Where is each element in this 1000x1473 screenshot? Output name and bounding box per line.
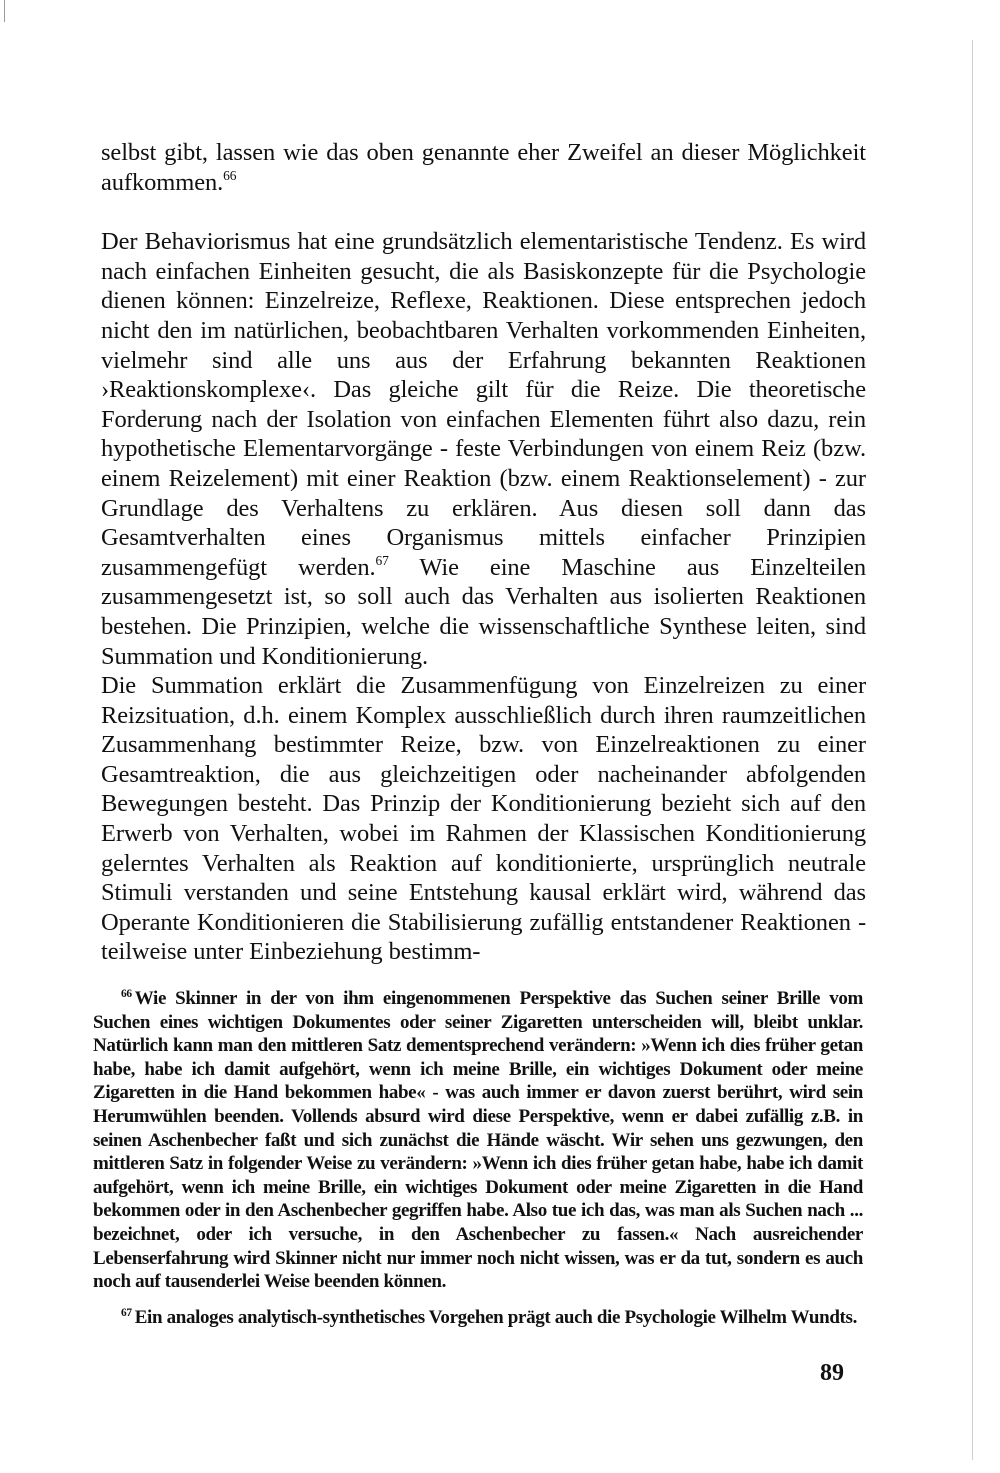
right-scan-edge [972, 40, 973, 1460]
footnotes [93, 987, 863, 1329]
paragraph-1-text: selbst gibt, lassen wie das oben genannte eher Zweifel an dieser Möglichkeit aufkommen. [101, 139, 866, 196]
page-number: 89 [820, 1360, 844, 1386]
main-text [101, 138, 866, 967]
footnote-ref-67: 67 [375, 552, 389, 568]
paragraph-3: Die Summation erklärt die Zusammenfügung von Einzelreizen zu einer Reizsituation, d.h. einem Komplex ausschließlich durch ihren raumzeitlichen Zusammenhang bestimmter Reize, bzw. von Einzelreaktionen zu einer Gesamtreaktion, die aus gleichzeitigen oder nacheinander abfolgenden Bewegungen besteht. Das Prinzip der Konditionierung bezieht sich auf den Erwerb von Verhalten, wobei im Rahmen der Klassischen Konditionierung gelerntes Verhalten als Reaktion auf konditionierte, ursprünglich neutrale Stimuli verstanden und seine Entstehung kausal erklärt wird, während das Operante Konditionieren die Stabilisierung zufällig entstandener Reaktionen - teilweise unter Einbeziehung bestimm- [101, 672, 866, 966]
paragraph-1 [101, 138, 866, 197]
paragraph-2-continuation: Wie eine Maschine aus Einzelteilen zusammengesetzt ist, so soll auch das Verhalten aus isolierten Reaktionen bestehen. Die Prinzipien, welche die wissenschaftliche Synthese leiten, sind Summation und Konditionierung. [101, 553, 866, 670]
footnote-67 [93, 1306, 863, 1330]
footnote-66 [93, 987, 863, 1294]
footnote-67-number: 67 [121, 1306, 132, 1319]
footnote-66-number: 66 [121, 988, 132, 1001]
paragraph-2 [101, 227, 866, 671]
left-scan-edge [4, 0, 5, 22]
footnote-66-text: Wie Skinner in der von ihm eingenommenen Perspektive das Suchen seiner Brille vom Suchen eines wichtigen Dokumentes oder seiner Zigaretten unterscheiden will, bleibt unklar. Natürlich kann man den mittleren Satz dementsprechend verändern: »Wenn ich dies früher getan habe, habe ich damit aufgehört, wenn ich meine Brille, ein wichtiges Dokument oder meine Zigaretten in die Hand bekommen habe« - was auch immer er davon zuerst berührt, wird sein Herumwühlen beenden. Vollends absurd wird diese Perspektive, wenn er dabei zufällig z.B. in seinen Aschenbecher faßt und sich zunächst die Hände wäscht. Wir sehen uns gezwungen, den mittleren Satz in folgender Weise zu verändern: »Wenn ich dies früher getan habe, habe ich damit aufgehört, wenn ich meine Brille, ein wichtiges Dokument oder meine Zigaretten in die Hand bekommen oder in den Aschenbecher gegriffen habe. Also tue ich das, was man als Suchen nach ... bezeichnet, oder ich versuche, in den Aschenbecher zu fassen.« Nach ausreichender Lebenserfahrung wird Skinner nicht nur immer noch nicht wissen, was er da tut, sondern es auch noch auf tausenderlei Weise beenden können. [93, 988, 863, 1293]
paragraph-2-text: Der Behaviorismus hat eine grundsätzlich elementaristische Tendenz. Es wird nach einfachen Einheiten gesucht, die als Basiskonzepte für die Psychologie dienen können: Einzelreize, Reflexe, Reaktionen. Diese entsprechen jedoch nicht den im natürlichen, beobachtbaren Verhalten vorkommenden Einheiten, vielmehr sind alle uns aus der Erfahrung bekannten Reaktionen ›Reaktionskomplexe‹. Das gleiche gilt für die Reize. Die theoretische Forderung nach der Isolation von einfachen Elementen führt also dazu, rein hypothetische Elementarvorgänge - feste Verbindungen von einem Reiz (bzw. einem Reizelement) mit einer Reaktion (bzw. einem Reaktionselement) - zur Grundlage des Verhaltens zu erklären. Aus diesen soll dann das Gesamtverhalten eines Organismus mittels einfacher Prinzipien zusammengefügt werden. [101, 228, 866, 581]
footnote-ref-66: 66 [223, 167, 237, 183]
footnote-67-text: Ein analoges analytisch-synthetisches Vorgehen prägt auch die Psychologie Wilhelm Wundts. [134, 1306, 857, 1328]
